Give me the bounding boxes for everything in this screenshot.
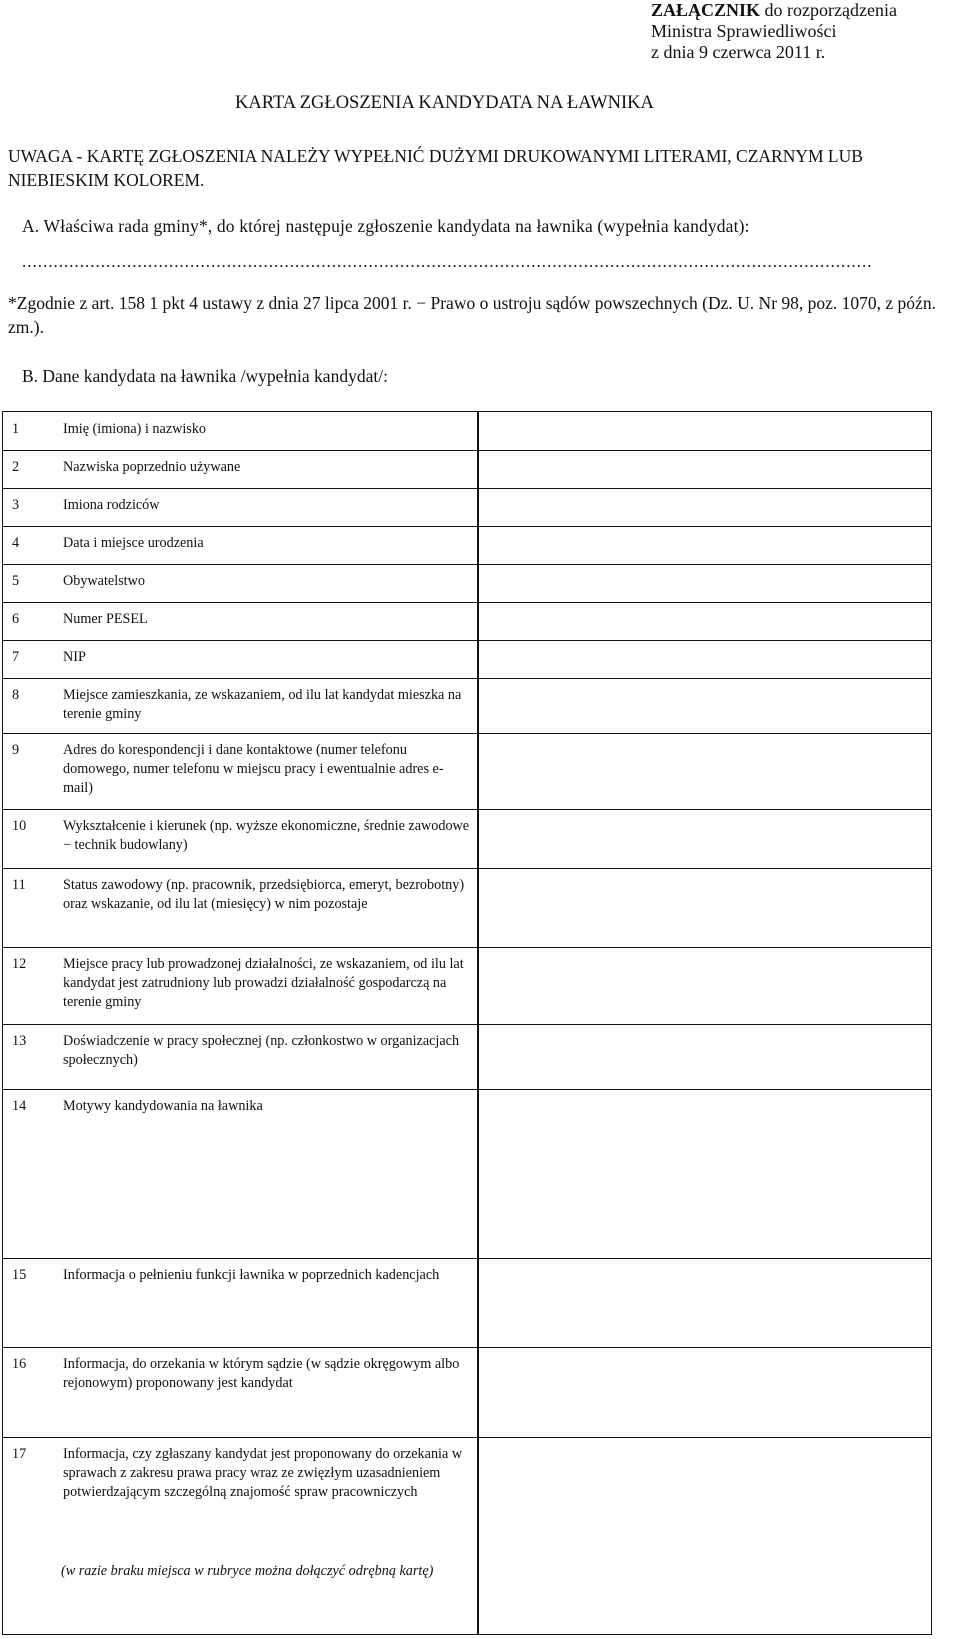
row-label: NIP (63, 649, 86, 665)
answer-cell[interactable] (479, 733, 929, 809)
row-number: 10 (12, 818, 27, 834)
row-number: 1 (12, 421, 20, 437)
row-label: Motywy kandydowania na ławnika (63, 1098, 263, 1114)
row-number: 2 (12, 459, 20, 475)
row-label: Imiona rodziców (63, 497, 160, 513)
answer-cell[interactable] (479, 488, 929, 526)
annex-label: ZAŁĄCZNIK (651, 0, 761, 20)
annex-line3: z dnia 9 czerwca 2011 r. (651, 42, 826, 62)
answer-cell[interactable] (479, 450, 929, 488)
row-label: Numer PESEL (63, 611, 148, 627)
row-label: Nazwiska poprzednio używane (63, 459, 241, 475)
row-label: Informacja o pełnieniu funkcji ławnika w poprzednich kadencjach (63, 1267, 440, 1283)
footnote: *Zgodnie z art. 158 1 pkt 4 ustawy z dnia 27 lipca 2001 r. − Prawo o ustroju sądów powszechnych (Dz. U. Nr 98, poz. 1070, z późn. zm.). (8, 293, 936, 337)
answer-cell[interactable] (479, 678, 929, 733)
row-label: Informacja, do orzekania w którym sądzie (w sądzie okręgowym albo rejonowym) proponowany jest kandydat (63, 1356, 460, 1391)
section-a-heading: A. Właściwa rada gminy*, do której następuje zgłoszenie kandydata na ławnika (wypełnia kandydat): (22, 216, 750, 236)
row-label: Miejsce pracy lub prowadzonej działalności, ze wskazaniem, od ilu lat kandydat jest zatrudniony lub prowadzi działalność gospodarczą na terenie gminy (63, 956, 464, 1010)
answer-cell[interactable] (479, 1024, 929, 1089)
row-label: Data i miejsce urodzenia (63, 535, 204, 551)
answer-cell[interactable] (479, 412, 929, 450)
row-number: 6 (12, 611, 20, 627)
section-b-heading: B. Dane kandydata na ławnika /wypełnia kandydat/: (22, 366, 388, 386)
answer-cell[interactable] (479, 947, 929, 1024)
answer-cell[interactable] (479, 526, 929, 564)
row-number: 15 (12, 1267, 27, 1283)
answer-cell[interactable] (479, 1089, 929, 1258)
annex-line2: Ministra Sprawiedliwości (651, 21, 837, 41)
row-number: 3 (12, 497, 20, 513)
row-label: Miejsce zamieszkania, ze wskazaniem, od ilu lat kandydat mieszka na terenie gminy (63, 687, 462, 722)
notice-text: UWAGA - KARTĘ ZGŁOSZENIA NALEŻY WYPEŁNIĆ DUŻYMI DRUKOWANYMI LITERAMI, CZARNYM LUB NIEBIESKIM KOLOREM. (8, 146, 863, 190)
row-number: 11 (12, 877, 26, 893)
answer-cell[interactable] (479, 1347, 929, 1437)
answer-cell[interactable] (479, 564, 929, 602)
row-number: 4 (12, 535, 20, 551)
candidate-data-table (2, 411, 932, 1635)
row-label: Doświadczenie w pracy społecznej (np. członkostwo w organizacjach społecznych) (63, 1033, 460, 1068)
row-label: Imię (imiona) i nazwisko (63, 421, 207, 437)
section-a-fill-line[interactable]: .................................................................................................................................................................. (22, 252, 873, 271)
row-number: 13 (12, 1033, 27, 1049)
page-title: KARTA ZGŁOSZENIA KANDYDATA NA ŁAWNIKA (235, 93, 654, 113)
row-label: Adres do korespondencji i dane kontaktowe (numer telefonu domowego, numer telefonu w miejscu pracy i ewentualnie adres e-mail) (63, 742, 444, 796)
row-number: 17 (12, 1446, 27, 1462)
answer-cell[interactable] (479, 868, 929, 947)
row-label: Status zawodowy (np. pracownik, przedsiębiorca, emeryt, bezrobotny) oraz wskazanie, od ilu lat (miesięcy) w nim pozostaje (63, 877, 465, 912)
answer-cell[interactable] (479, 1258, 929, 1347)
row-label: Informacja, czy zgłaszany kandydat jest proponowany do orzekania w sprawach z zakresu prawa pracy wraz ze zwięzłym uzasadnieniem potwierdzającym szczególną znajomość spraw pracowniczych (63, 1446, 463, 1500)
annex-header (651, 0, 897, 63)
answer-cell[interactable] (479, 1437, 929, 1636)
row-label: Wykształcenie i kierunek (np. wyższe ekonomiczne, średnie zawodowe − technik budowlany) (63, 818, 470, 853)
row-number: 9 (12, 742, 20, 758)
answer-cell[interactable] (479, 602, 929, 640)
row-number: 7 (12, 649, 20, 665)
row-number: 16 (12, 1356, 27, 1372)
answer-cell[interactable] (479, 809, 929, 868)
row-number: 12 (12, 956, 27, 972)
row-number: 5 (12, 573, 20, 589)
row-number: 8 (12, 687, 20, 703)
annex-line1: do rozporządzenia (760, 0, 897, 20)
row-label: Obywatelstwo (63, 573, 145, 589)
row-number: 14 (12, 1098, 27, 1114)
answer-cell[interactable] (479, 640, 929, 678)
row17-note: (w razie braku miejsca w rubryce można dołączyć odrębną kartę) (61, 1563, 434, 1579)
